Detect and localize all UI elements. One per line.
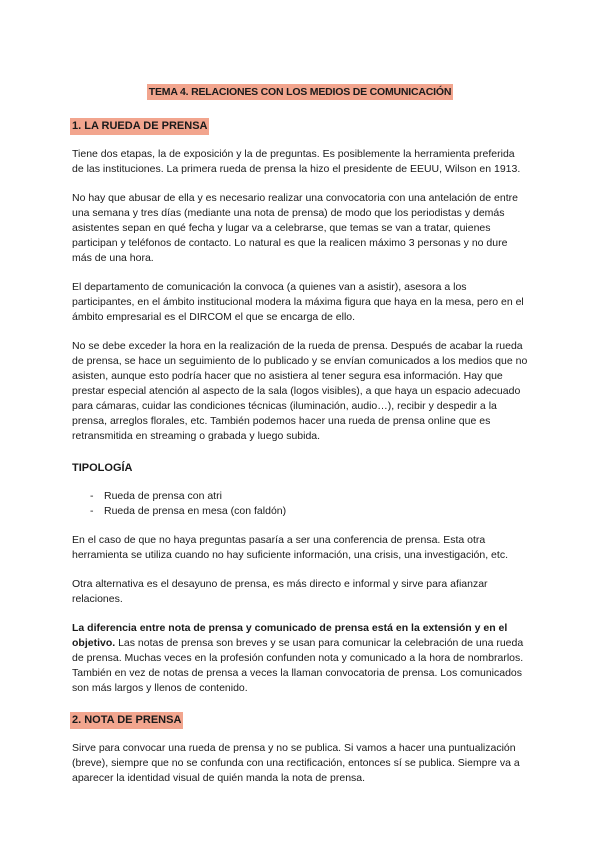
section-heading-tipologia: TIPOLOGÍA <box>72 462 133 474</box>
title-wrapper <box>72 82 528 100</box>
list-item-text: Rueda de prensa en mesa (con faldón) <box>104 505 287 517</box>
dash-bullet-icon: - <box>90 505 94 517</box>
paragraph: Otra alternativa es el desayuno de prensa, es más directo e informal y sirve para afianzar relaciones. <box>72 578 488 605</box>
paragraph: En el caso de que no haya preguntas pasaría a ser una conferencia de prensa. Esta otra herramienta se utiliza cuando no hay suficiente información, una crisis, una investigación, etc. <box>72 534 508 561</box>
paragraph: El departamento de comunicación la convoca (a quienes van a asistir), asesora a los participantes, en el ámbito institucional modera la máxima figura que haya en la mesa, pero en el ámbito empresarial es el DIRCOM el que se encarga de ello. <box>72 281 524 323</box>
paragraph: Sirve para convocar una rueda de prensa y no se publica. Si vamos a hacer una puntualización (breve), siempre que no se confunda con una rectificación, entonces sí se publica. Siempre va a aparecer la identidad visual de quién manda la nota de prensa. <box>72 742 520 784</box>
document-title: TEMA 4. RELACIONES CON LOS MEDIOS DE COMUNICACIÓN <box>148 86 452 98</box>
tipologia-list <box>72 489 528 519</box>
paragraph-diferencia <box>72 621 528 696</box>
bold-lead-text: La diferencia entre nota de prensa y comunicado de prensa está en la extensión y en el objetivo. <box>72 622 508 649</box>
section-heading-nota-de-prensa: 2. NOTA DE PRENSA <box>70 712 183 729</box>
list-item <box>90 489 528 504</box>
paragraph: No hay que abusar de ella y es necesario realizar una convocatoria con una antelación de entre una semana y tres días (mediante una nota de prensa) de modo que los periodistas y demás asistentes sepan en qué fecha y lugar va a celebrarse, que temas se van a tratar, quienes participan y teléfonos de contacto. Lo natural es que la realicen máximo 3 personas y no dure más de una hora. <box>72 192 518 264</box>
section-rueda-de-prensa <box>72 116 528 444</box>
dash-bullet-icon: - <box>90 490 94 502</box>
list-item-text: Rueda de prensa con atri <box>104 490 222 502</box>
section-nota-de-prensa <box>72 710 528 786</box>
paragraph: Tiene dos etapas, la de exposición y la de preguntas. Es posiblemente la herramienta preferida de las instituciones. La primera rueda de prensa la hizo el presidente de EEUU, Wilson en 1913. <box>72 148 521 175</box>
paragraph: No se debe exceder la hora en la realización de la rueda de prensa. Después de acabar la rueda de prensa, se hace un seguimiento de lo publicado y se envían comunicados a los medios que no asisten, aunque esto podría hacer que no asistiera al tener segura esa información. Hay que prestar especial atención al aspecto de la sala (logos visibles), a que haya un espacio adecuado para cámaras, cuidar las condiciones técnicas (iluminación, audio…), recibir y despedir a la prensa, arreglos florales, etc. También podemos hacer una rueda de prensa online que es retransmitida en streaming o grabada y luego subida. <box>72 340 528 442</box>
section-heading-rueda-de-prensa: 1. LA RUEDA DE PRENSA <box>70 118 209 135</box>
list-item <box>90 504 528 519</box>
paragraph-text: Las notas de prensa son breves y se usan para comunicar la celebración de una rueda de prensa. Muchas veces en la profesión confunden nota y comunicado a la hora de nombrarlos. También en vez de notas de prensa a veces la llaman convocatoria de prensa. Los comunicados son más largos y llenos de contenido. <box>72 637 524 694</box>
section-tipologia <box>72 458 528 696</box>
